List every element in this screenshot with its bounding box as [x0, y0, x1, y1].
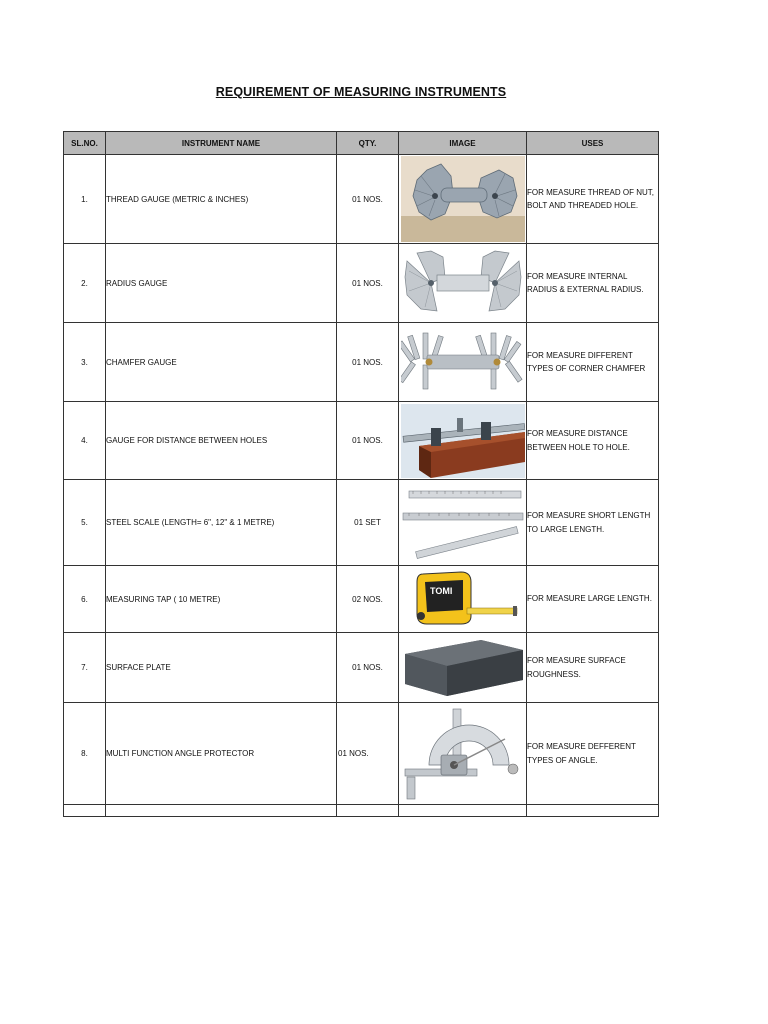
row-instrument-name: STEEL SCALE (LENGTH= 6", 12" & 1 METRE) [106, 480, 337, 566]
row-instrument-name: CHAMFER GAUGE [106, 323, 337, 402]
row-qty: 01 NOS. [337, 244, 399, 323]
angle-protractor-photo [401, 705, 525, 803]
row-instrument-name: MEASURING TAP ( 10 METRE) [106, 566, 337, 633]
row-use: FOR MEASURE DIFFERENT TYPES OF CORNER CHAMFER [527, 323, 659, 402]
row-use: FOR MEASURE SHORT LENGTH TO LARGE LENGTH. [527, 480, 659, 566]
header-sl-no: SL.NO. [64, 132, 106, 155]
header-instrument-name: INSTRUMENT NAME [106, 132, 337, 155]
steel-scale-photo [401, 483, 525, 563]
row-instrument-name: THREAD GAUGE (METRIC & INCHES) [106, 155, 337, 244]
table-row-empty [64, 805, 659, 817]
table-row [64, 323, 659, 402]
row-use: FOR MEASURE THREAD OF NUT, BOLT AND THREADED HOLE. [527, 155, 659, 244]
row-qty: 01 NOS. [337, 633, 399, 703]
row-sl-no: 4. [64, 402, 106, 480]
header-qty: QTY. [337, 132, 399, 155]
row-qty: 01 NOS. [337, 155, 399, 244]
thread-gauge-photo [401, 156, 525, 242]
row-sl-no: 2. [64, 244, 106, 323]
row-qty: 01 NOS. [337, 402, 399, 480]
row-use: FOR MEASURE DISTANCE BETWEEN HOLE TO HOLE. [527, 402, 659, 480]
row-use: FOR MEASURE DEFFERENT TYPES OF ANGLE. [527, 703, 659, 805]
row-instrument-name: GAUGE FOR DISTANCE BETWEEN HOLES [106, 402, 337, 480]
hole-distance-gauge-photo [401, 404, 525, 478]
surface-plate-photo [401, 636, 525, 700]
radius-gauge-photo [401, 247, 525, 319]
row-qty: 01 NOS. [337, 323, 399, 402]
row-sl-no: 1. [64, 155, 106, 244]
header-image: IMAGE [399, 132, 527, 155]
row-sl-no: 8. [64, 703, 106, 805]
table-row [64, 402, 659, 480]
row-use: FOR MEASURE INTERNAL RADIUS & EXTERNAL RADIUS. [527, 244, 659, 323]
page-title: REQUIREMENT OF MEASURING INSTRUMENTS [215, 85, 507, 99]
table-row [64, 703, 659, 805]
row-qty: 01 SET [337, 480, 399, 566]
row-sl-no: 3. [64, 323, 106, 402]
row-use: FOR MEASURE SURFACE ROUGHNESS. [527, 633, 659, 703]
header-uses: USES [527, 132, 659, 155]
table-row [64, 155, 659, 244]
table-row [64, 633, 659, 703]
row-qty: 01 NOS. [337, 703, 399, 805]
row-instrument-name: MULTI FUNCTION ANGLE PROTECTOR [106, 703, 337, 805]
table-row [64, 480, 659, 566]
table-row [64, 566, 659, 633]
row-use: FOR MEASURE LARGE LENGTH. [527, 566, 659, 633]
table-header-row [64, 132, 659, 155]
row-instrument-name: RADIUS GAUGE [106, 244, 337, 323]
table-row [64, 244, 659, 323]
tape-brand-text: TOMI [429, 586, 452, 596]
row-instrument-name: SURFACE PLATE [106, 633, 337, 703]
row-qty: 02 NOS. [337, 566, 399, 633]
instrument-table [63, 131, 659, 817]
row-sl-no: 5. [64, 480, 106, 566]
measuring-tape-photo [401, 568, 525, 630]
row-sl-no: 7. [64, 633, 106, 703]
row-sl-no: 6. [64, 566, 106, 633]
chamfer-gauge-photo [401, 329, 525, 395]
